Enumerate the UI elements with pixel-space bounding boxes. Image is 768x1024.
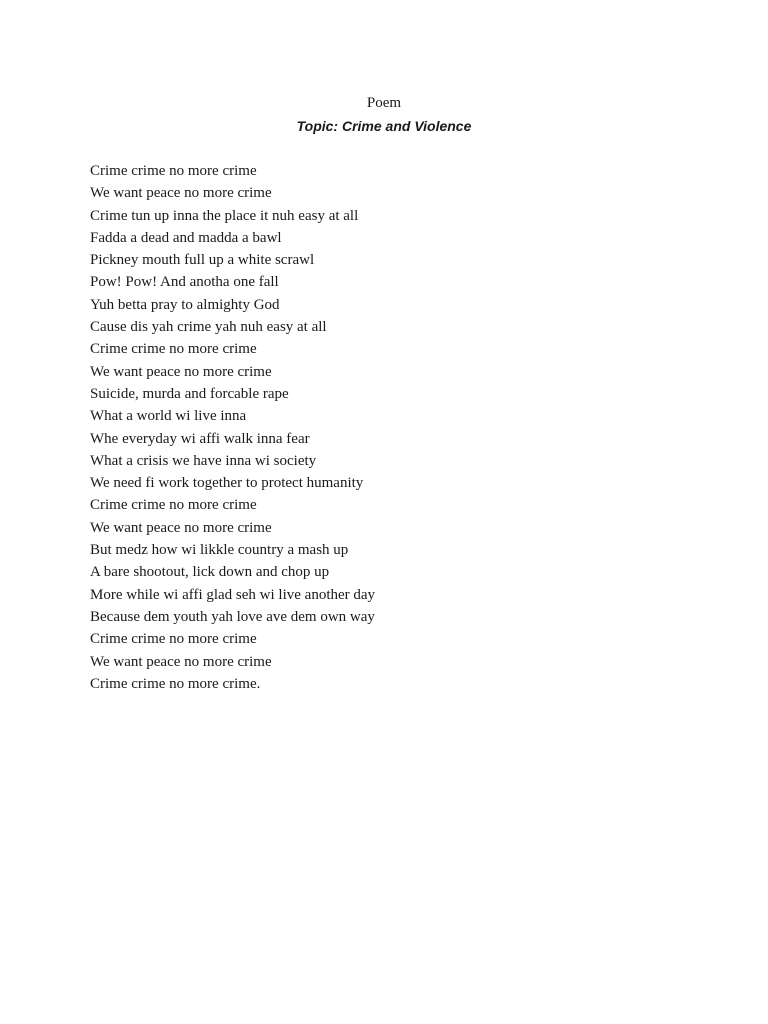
poem-line: Cause dis yah crime yah nuh easy at all <box>90 319 327 336</box>
poem-line: A bare shootout, lick down and chop up <box>90 564 330 581</box>
poem-line: Crime crime no more crime <box>90 497 257 514</box>
poem-line: What a crisis we have inna wi society <box>90 452 317 469</box>
poem-line: Because dem youth yah love ave dem own way <box>90 608 375 625</box>
poem-line: Crime crime no more crime. <box>90 675 261 692</box>
poem-line: Fadda a dead and madda a bawl <box>90 229 282 246</box>
poem-line: Crime tun up inna the place it nuh easy at all <box>90 207 359 224</box>
poem-line: We want peace no more crime <box>90 185 272 202</box>
poem-title: Poem <box>366 95 402 111</box>
poem-line: What a world wi live inna <box>90 408 247 425</box>
poem-line: Suicide, murda and forcable rape <box>90 385 289 402</box>
poem-line: We want peace no more crime <box>90 519 272 536</box>
poem-body <box>90 160 375 695</box>
poem-line: We want peace no more crime <box>90 653 272 670</box>
poem-line: Pow! Pow! And anotha one fall <box>90 274 279 291</box>
poem-line: Crime crime no more crime <box>90 341 257 358</box>
poem-line: But medz how wi likkle country a mash up <box>90 542 349 559</box>
poem-line: Crime crime no more crime <box>90 631 257 648</box>
poem-line: More while wi affi glad seh wi live another day <box>90 586 376 603</box>
poem-topic: Topic: Crime and Violence <box>296 118 472 134</box>
poem-line: We want peace no more crime <box>90 363 272 380</box>
poem-line: Crime crime no more crime <box>90 163 257 179</box>
poem-line: Pickney mouth full up a white scrawl <box>90 252 315 269</box>
poem-line: We need fi work together to protect humanity <box>90 475 364 492</box>
poem-line: Yuh betta pray to almighty God <box>90 296 280 313</box>
poem-line: Whe everyday wi affi walk inna fear <box>90 430 310 447</box>
